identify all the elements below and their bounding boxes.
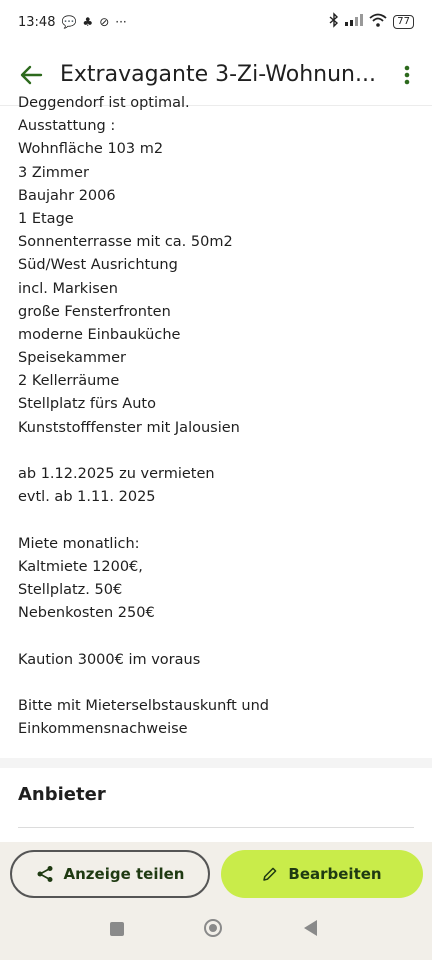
description-line (18, 509, 414, 532)
description-line: incl. Markisen (18, 280, 118, 297)
wifi-icon (369, 14, 387, 31)
tree-icon: ♣ (82, 15, 94, 29)
pencil-icon (262, 866, 278, 882)
description-line: Kaution 3000€ im voraus (18, 651, 201, 668)
description-line: Sonnenterrasse mit ca. 50m2 (18, 234, 233, 251)
back-button[interactable] (14, 58, 48, 92)
description-line: Wohnfläche 103 m2 (18, 141, 164, 158)
description-line (18, 440, 414, 463)
battery-indicator: 77 (393, 15, 414, 29)
description-line: 3 Zimmer (18, 164, 89, 181)
system-back-icon[interactable] (304, 920, 317, 936)
description-line (18, 672, 414, 695)
description-line: 1 Etage (18, 210, 74, 227)
share-icon (36, 865, 54, 883)
description-line: Kaltmiete 1200€, (18, 558, 143, 575)
description-line (18, 625, 414, 648)
description-line: Einkommensnachweise (18, 721, 188, 738)
description-line: Bitte mit Mieterselbstauskunft und (18, 697, 269, 714)
edit-button[interactable] (221, 850, 423, 898)
section-divider (0, 758, 432, 768)
description-line: Stellplatz fürs Auto (18, 396, 156, 413)
page-title: Extravagante 3-Zi-Wohnun... (60, 62, 376, 87)
description-line: moderne Einbauküche (18, 326, 181, 343)
status-time: 13:48 (18, 14, 56, 30)
share-ad-button[interactable] (10, 850, 210, 898)
chat-bubble-icon: 💬 (61, 15, 77, 29)
description-line: Nebenkosten 250€ (18, 605, 155, 622)
description-line: Stellplatz. 50€ (18, 581, 123, 598)
bottom-action-bar (0, 842, 432, 960)
status-right (329, 13, 414, 31)
description-line: 2 Kellerräume (18, 373, 120, 390)
provider-divider (18, 827, 414, 828)
status-left (18, 15, 127, 30)
description-text (18, 95, 414, 754)
edit-label: Bearbeiten (288, 865, 382, 883)
description-line: Deggendorf ist optimal. (18, 95, 190, 111)
description-line: evtl. ab 1.11. 2025 (18, 489, 156, 506)
description-line: Ausstattung : (18, 118, 116, 135)
description-line: Kunststofffenster mit Jalousien (18, 419, 240, 436)
system-nav-bar (0, 908, 432, 960)
description-line: ab 1.12.2025 zu vermieten (18, 466, 215, 482)
recent-apps-icon[interactable] (110, 922, 124, 936)
home-icon[interactable] (204, 919, 222, 937)
description-line: Baujahr 2006 (18, 187, 116, 204)
description-line: große Fensterfronten (18, 303, 171, 320)
signal-icon (345, 14, 363, 30)
share-ad-label: Anzeige teilen (63, 865, 185, 883)
status-bar (0, 0, 432, 44)
provider-section-title: Anbieter (18, 784, 106, 805)
bluetooth-icon (329, 13, 339, 31)
blocked-icon: ⊘ (99, 15, 110, 29)
description-line: Miete monatlich: (18, 535, 140, 552)
more-options-button[interactable] (394, 58, 420, 92)
description-line: Süd/West Ausrichtung (18, 257, 178, 274)
arrow-left-icon (20, 65, 42, 85)
more-vertical-icon (404, 65, 410, 85)
description-line: Speisekammer (18, 350, 126, 367)
more-notifications-icon: ··· (115, 15, 127, 29)
